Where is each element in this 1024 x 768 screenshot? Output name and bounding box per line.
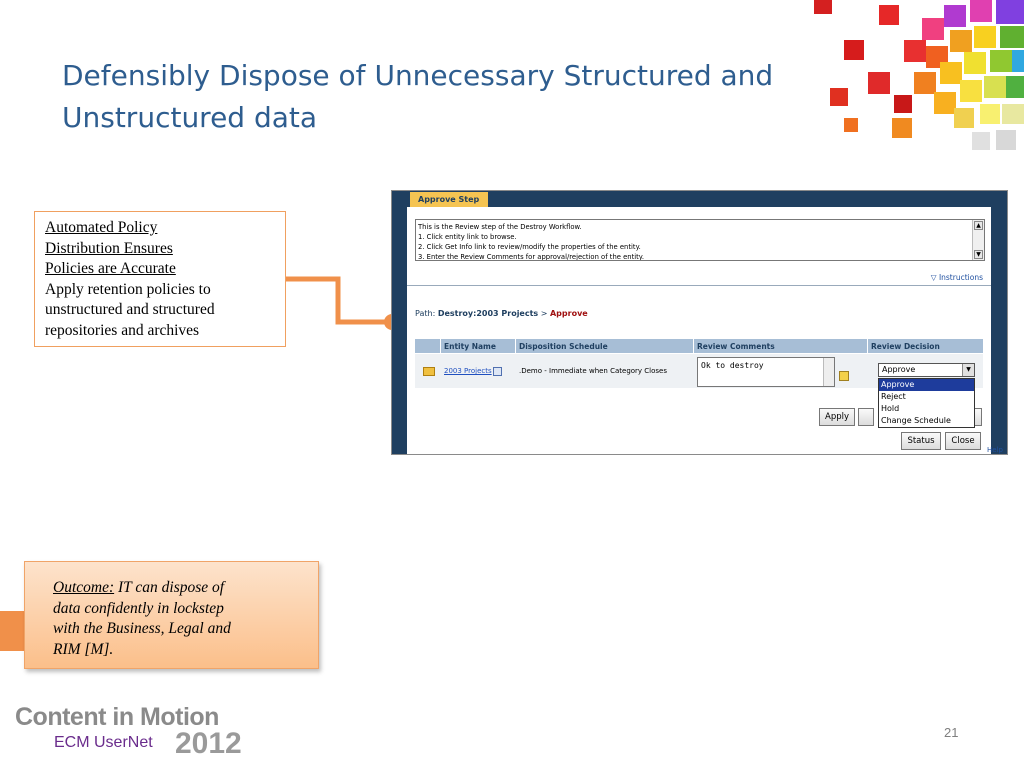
callout-body-line: Apply retention policies to	[45, 280, 211, 298]
status-button[interactable]: Status	[901, 432, 941, 450]
divider	[407, 285, 991, 286]
outcome-line: RIM [M].	[53, 640, 114, 658]
left-nav-bar	[392, 191, 407, 454]
path-label: Path:	[415, 309, 436, 318]
review-decision-value: Approve	[882, 365, 916, 374]
path-link[interactable]: Destroy:2003 Projects	[437, 309, 539, 318]
review-comment-value: Ok to destroy	[701, 361, 764, 370]
instructions-scrollbar[interactable]	[972, 220, 984, 260]
triangle-down-icon: ▽	[930, 273, 937, 282]
dropdown-option[interactable]: Hold	[881, 404, 900, 413]
outcome-line: IT can dispose of	[118, 579, 225, 596]
review-decision-select[interactable]	[878, 363, 975, 377]
workflow-body	[407, 207, 991, 454]
logo-line-1: Content in Motion	[15, 703, 219, 731]
get-info-icon[interactable]	[493, 367, 502, 376]
scroll-up-icon[interactable]: ▲	[974, 221, 983, 230]
top-nav-bar	[407, 191, 991, 207]
column-header-review-decision: Review Decision	[868, 339, 983, 353]
callout-body-line: repositories and archives	[45, 321, 200, 339]
tab-approve-step[interactable]: Approve Step	[410, 192, 488, 208]
instructions-textarea[interactable]	[415, 219, 985, 261]
folder-icon	[423, 367, 435, 376]
chevron-down-icon[interactable]: ▼	[962, 364, 974, 376]
instruction-line: 3. Enter the Review Comments for approval/rejection of the entity.	[418, 253, 645, 261]
policy-callout-box	[34, 211, 286, 347]
callout-body	[45, 280, 275, 342]
dropdown-option[interactable]: Reject	[881, 392, 906, 401]
instruction-line: 1. Click entity link to browse.	[418, 233, 517, 241]
slide-title: Defensibly Dispose of Unnecessary Structured and Unstructured data	[62, 59, 774, 134]
note-icon[interactable]	[839, 371, 849, 381]
instructions-link-label: Instructions	[938, 273, 983, 282]
decorative-cubes-graphic	[804, 0, 1024, 170]
help-link[interactable]: Help	[987, 446, 1003, 454]
callout-body-line: unstructured and structured	[45, 301, 215, 318]
apply-button[interactable]: Apply	[819, 408, 855, 426]
callout-connector	[286, 270, 406, 340]
conference-logo	[15, 703, 275, 763]
callout-heading-line: Policies are Accurate	[45, 260, 176, 277]
breadcrumb	[415, 309, 588, 318]
logo-year: 2012	[175, 727, 242, 760]
callout-heading-line: Automated Policy	[45, 219, 158, 236]
column-header-disposition-schedule: Disposition Schedule	[516, 339, 693, 353]
review-decision-dropdown	[878, 378, 975, 428]
disposition-schedule-cell: .Demo - Immediate when Category Closes	[519, 367, 668, 375]
instruction-line: This is the Review step of the Destroy Workflow.	[418, 223, 582, 231]
close-button[interactable]: Close	[945, 432, 981, 450]
outcome-box	[24, 561, 319, 669]
review-comments-input[interactable]	[697, 357, 835, 387]
outcome-line: with the Business, Legal and	[53, 620, 231, 637]
logo-line-2: ECM UserNet	[54, 734, 153, 751]
path-separator: >	[540, 309, 548, 318]
dropdown-option[interactable]: Change Schedule	[881, 416, 951, 425]
column-header-entity-name: Entity Name	[441, 339, 515, 353]
entity-name-cell	[441, 354, 515, 388]
column-header-icon	[415, 339, 440, 353]
outcome-line: data confidently in lockstep	[53, 599, 224, 617]
outcome-label: Outcome:	[53, 579, 115, 596]
instructions-toggle[interactable]	[931, 273, 983, 282]
instruction-line: 2. Click Get Info link to review/modify the properties of the entity.	[418, 243, 641, 251]
page-number: 21	[944, 725, 959, 740]
column-header-review-comments: Review Comments	[694, 339, 867, 353]
path-current: Approve	[549, 309, 588, 318]
scroll-down-icon[interactable]: ▼	[974, 250, 983, 259]
entity-link[interactable]: 2003 Projects	[444, 367, 492, 375]
partially-hidden-button[interactable]	[858, 408, 874, 426]
comment-scrollbar[interactable]	[823, 358, 834, 386]
approve-step-screenshot	[391, 190, 1008, 455]
dropdown-option[interactable]: Approve	[879, 379, 974, 391]
right-nav-bar	[991, 191, 1007, 454]
callout-heading	[45, 218, 275, 280]
callout-heading-line: Distribution Ensures	[45, 239, 173, 257]
